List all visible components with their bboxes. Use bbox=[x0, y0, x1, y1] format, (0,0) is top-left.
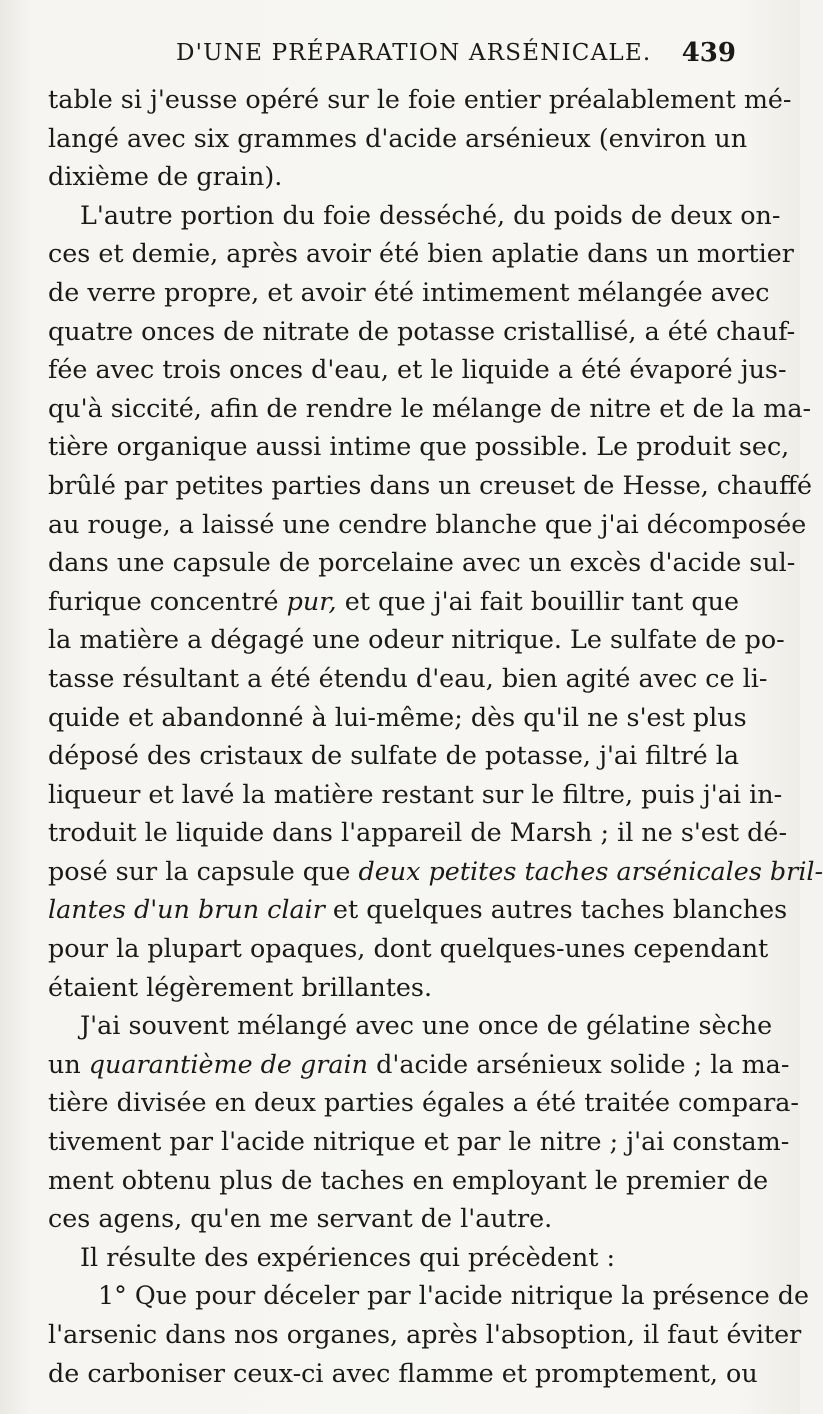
text-line bbox=[48, 620, 785, 659]
text-segment: liqueur et lavé la matière restant sur le filtre, puis j'ai in- bbox=[48, 778, 783, 809]
text-line bbox=[48, 1354, 758, 1393]
text-line bbox=[48, 736, 740, 775]
text-segment: la matière a dégagé une odeur nitrique. Le sulfate de po- bbox=[48, 624, 785, 655]
text-line bbox=[48, 890, 788, 929]
text-line bbox=[48, 698, 747, 737]
text-segment: pour la plupart opaques, dont quelques-unes cependant bbox=[48, 933, 769, 964]
text-segment: ces et demie, après avoir été bien aplatie dans un mortier bbox=[48, 238, 794, 269]
text-segment: ces agens, qu'en me servant de l'autre. bbox=[48, 1203, 553, 1234]
text-segment: quide et abandonné à lui-même; dès qu'il ne s'est plus bbox=[48, 701, 747, 732]
text-segment: tasse résultant a été étendu d'eau, bien agité avec ce li- bbox=[48, 662, 768, 693]
text-line bbox=[48, 1161, 769, 1200]
text-segment: posé sur la capsule que bbox=[48, 855, 359, 886]
text-line bbox=[48, 234, 794, 273]
text-line bbox=[48, 659, 768, 698]
text-segment: quatre onces de nitrate de potasse cristallisé, a été chauf- bbox=[48, 315, 796, 346]
text-line bbox=[48, 775, 783, 814]
text-segment: langé avec six grammes d'acide arsénieux (environ un bbox=[48, 122, 748, 153]
italic-text: pur, bbox=[286, 585, 337, 616]
text-line bbox=[48, 350, 787, 389]
text-line bbox=[48, 1238, 736, 1277]
text-segment: de verre propre, et avoir été intimement mélangée avec bbox=[48, 276, 770, 307]
text-line bbox=[48, 813, 788, 852]
text-line bbox=[48, 1083, 799, 1122]
text-segment: déposé des cristaux de sulfate de potasse, j'ai filtré la bbox=[48, 740, 740, 771]
text-segment: au rouge, a laissé une cendre blanche que j'ai décomposée bbox=[48, 508, 807, 539]
page-number: 439 bbox=[681, 38, 736, 68]
text-segment: L'autre portion du foie desséché, du poids de deux on- bbox=[80, 199, 781, 230]
text-segment: tivement par l'acide nitrique et par le nitre ; j'ai constam- bbox=[48, 1126, 790, 1157]
text-line bbox=[48, 312, 796, 351]
text-segment: l'arsenic dans nos organes, après l'absoption, il faut éviter bbox=[48, 1319, 802, 1349]
text-line bbox=[48, 1199, 736, 1238]
text-line bbox=[48, 427, 790, 466]
text-line bbox=[48, 1006, 773, 1045]
text-segment: de carboniser ceux-ci avec flamme et promptement, ou bbox=[48, 1357, 758, 1388]
italic-text: quarantième de grain bbox=[88, 1048, 369, 1079]
text-segment: dans une capsule de porcelaine avec un excès d'acide sul- bbox=[48, 547, 796, 578]
body-text bbox=[48, 80, 823, 1392]
text-segment: dixième de grain). bbox=[48, 161, 283, 192]
text-segment: brûlé par petites parties dans un creuset de Hesse, chauffé bbox=[48, 469, 813, 500]
text-segment: d'acide arsénieux solide ; la ma- bbox=[368, 1048, 790, 1079]
text-line bbox=[48, 119, 748, 158]
text-line bbox=[48, 1276, 810, 1315]
text-segment: tière organique aussi intime que possible. Le produit sec, bbox=[48, 431, 790, 462]
text-line bbox=[48, 543, 796, 582]
text-segment: J'ai souvent mélangé avec une once de gélatine sèche bbox=[80, 1010, 773, 1041]
text-line bbox=[48, 852, 823, 891]
text-line bbox=[48, 273, 770, 312]
text-segment: table si j'eusse opéré sur le foie entier préalablement mé- bbox=[48, 84, 792, 114]
running-title: D'UNE PRÉPARATION ARSÉNICALE. bbox=[176, 40, 652, 66]
text-line bbox=[48, 80, 792, 119]
italic-text: deux petites taches arsénicales bril- bbox=[358, 855, 823, 886]
text-line bbox=[48, 1315, 802, 1354]
text-segment: fée avec trois onces d'eau, et le liquide a été évaporé jus- bbox=[48, 354, 787, 385]
text-line bbox=[48, 196, 781, 235]
italic-text: lantes d'un brun clair bbox=[48, 894, 325, 925]
text-line bbox=[48, 1122, 790, 1161]
text-segment: furique concentré bbox=[48, 585, 287, 616]
text-line bbox=[48, 505, 807, 544]
text-line bbox=[48, 389, 812, 428]
text-segment: troduit le liquide dans l'appareil de Marsh ; il ne s'est dé- bbox=[48, 817, 788, 848]
text-line bbox=[48, 582, 740, 621]
text-segment: étaient légèrement brillantes. bbox=[48, 971, 433, 1002]
text-segment: Il résulte des expériences qui précèdent : bbox=[80, 1241, 616, 1272]
text-line bbox=[48, 968, 736, 1007]
running-head bbox=[48, 38, 736, 78]
text-segment: un bbox=[48, 1048, 89, 1079]
text-line bbox=[48, 466, 813, 505]
text-line bbox=[48, 1045, 790, 1084]
text-segment: tière divisée en deux parties égales a été traitée compara- bbox=[48, 1087, 799, 1118]
text-segment: ment obtenu plus de taches en employant le premier de bbox=[48, 1164, 769, 1195]
text-segment: qu'à siccité, afin de rendre le mélange de nitre et de la ma- bbox=[48, 392, 812, 423]
text-segment: et que j'ai fait bouillir tant que bbox=[336, 585, 740, 616]
text-segment: et quelques autres taches blanches bbox=[324, 894, 788, 925]
text-line bbox=[48, 929, 769, 968]
text-segment: 1° Que pour déceler par l'acide nitrique la présence de bbox=[98, 1280, 810, 1311]
text-line bbox=[48, 157, 736, 196]
